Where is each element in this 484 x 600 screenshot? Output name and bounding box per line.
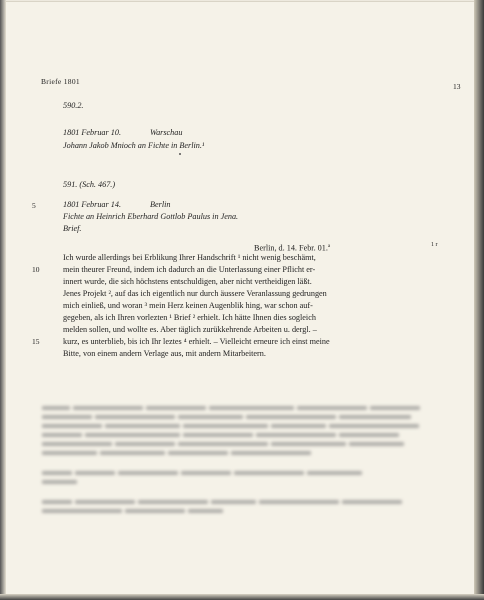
body-line-4: Jenes Projekt ², auf das ich eigentlich nur durch äussere Veranlassung gedrungen <box>63 289 327 298</box>
body-line-3: innert wurde, die sich höchstens entschuldigen, aber nicht vertheidigen läßt. <box>63 277 312 286</box>
page-bottom-edge <box>0 594 484 600</box>
body-line-7: melden sollen, und wollte es. Aber täglich zurükkehrende Arbeiten u. dergl. – <box>63 325 317 334</box>
letter-date: 1801 Februar 14. <box>63 200 121 209</box>
body-line-2: mein theurer Freund, indem ich dadurch an die Unterlassung einer Pflicht er- <box>63 265 316 274</box>
folio-marker: 1 r <box>431 242 438 248</box>
body-line-5: mich einließ, und woran ³ mein Herz keinen Augenblik hing, war schon auf- <box>63 301 313 310</box>
dateline-text: Berlin, d. 14. Febr. 01. <box>254 243 328 253</box>
body-line-6: gegeben, als ich Ihren vorlezten ¹ Brief ² erhielt. Ich hätte Ihnen dies sogleich <box>63 313 316 322</box>
line-number-10: 10 <box>32 265 40 274</box>
letter-place: Berlin <box>150 200 171 209</box>
letter-number-591: 591. (Sch. 467.) <box>63 180 116 189</box>
running-title: Briefe 1801 <box>41 77 80 86</box>
ink-mark <box>179 153 181 155</box>
page-edge-shadow <box>474 0 484 600</box>
letter-title: Fichte an Heinrich Eberhard Gottlob Paulus in Jena. <box>63 212 239 221</box>
body-line-8: kurz, es unterblieb, bis ich Ihr leztes ⁴ erhielt. – Vielleicht erneure ich einst meine <box>63 337 330 346</box>
page-number: 13 <box>453 82 461 91</box>
body-line-1: Ich wurde allerdings bei Erblikung Ihrer Handschrift ¹ nicht wenig beschämt, <box>63 253 316 262</box>
footnotes-illegible <box>42 397 447 509</box>
line-number-5: 5 <box>32 201 36 210</box>
body-line-9: Bitte, von einem andern Verlage aus, mit andern Mitarbeitern. <box>63 349 266 358</box>
dateline-note: a <box>327 244 331 249</box>
letter-kind: Brief. <box>63 224 82 233</box>
line-number-15: 15 <box>32 337 40 346</box>
letter-place: Warschau <box>150 128 183 137</box>
book-page <box>6 2 478 596</box>
letter-date: 1801 Februar 10. <box>63 128 121 137</box>
letter-number-590-2: 590.2. <box>63 101 84 110</box>
letter-title: Johann Jakob Mnioch an Fichte in Berlin.¹ <box>63 141 205 150</box>
